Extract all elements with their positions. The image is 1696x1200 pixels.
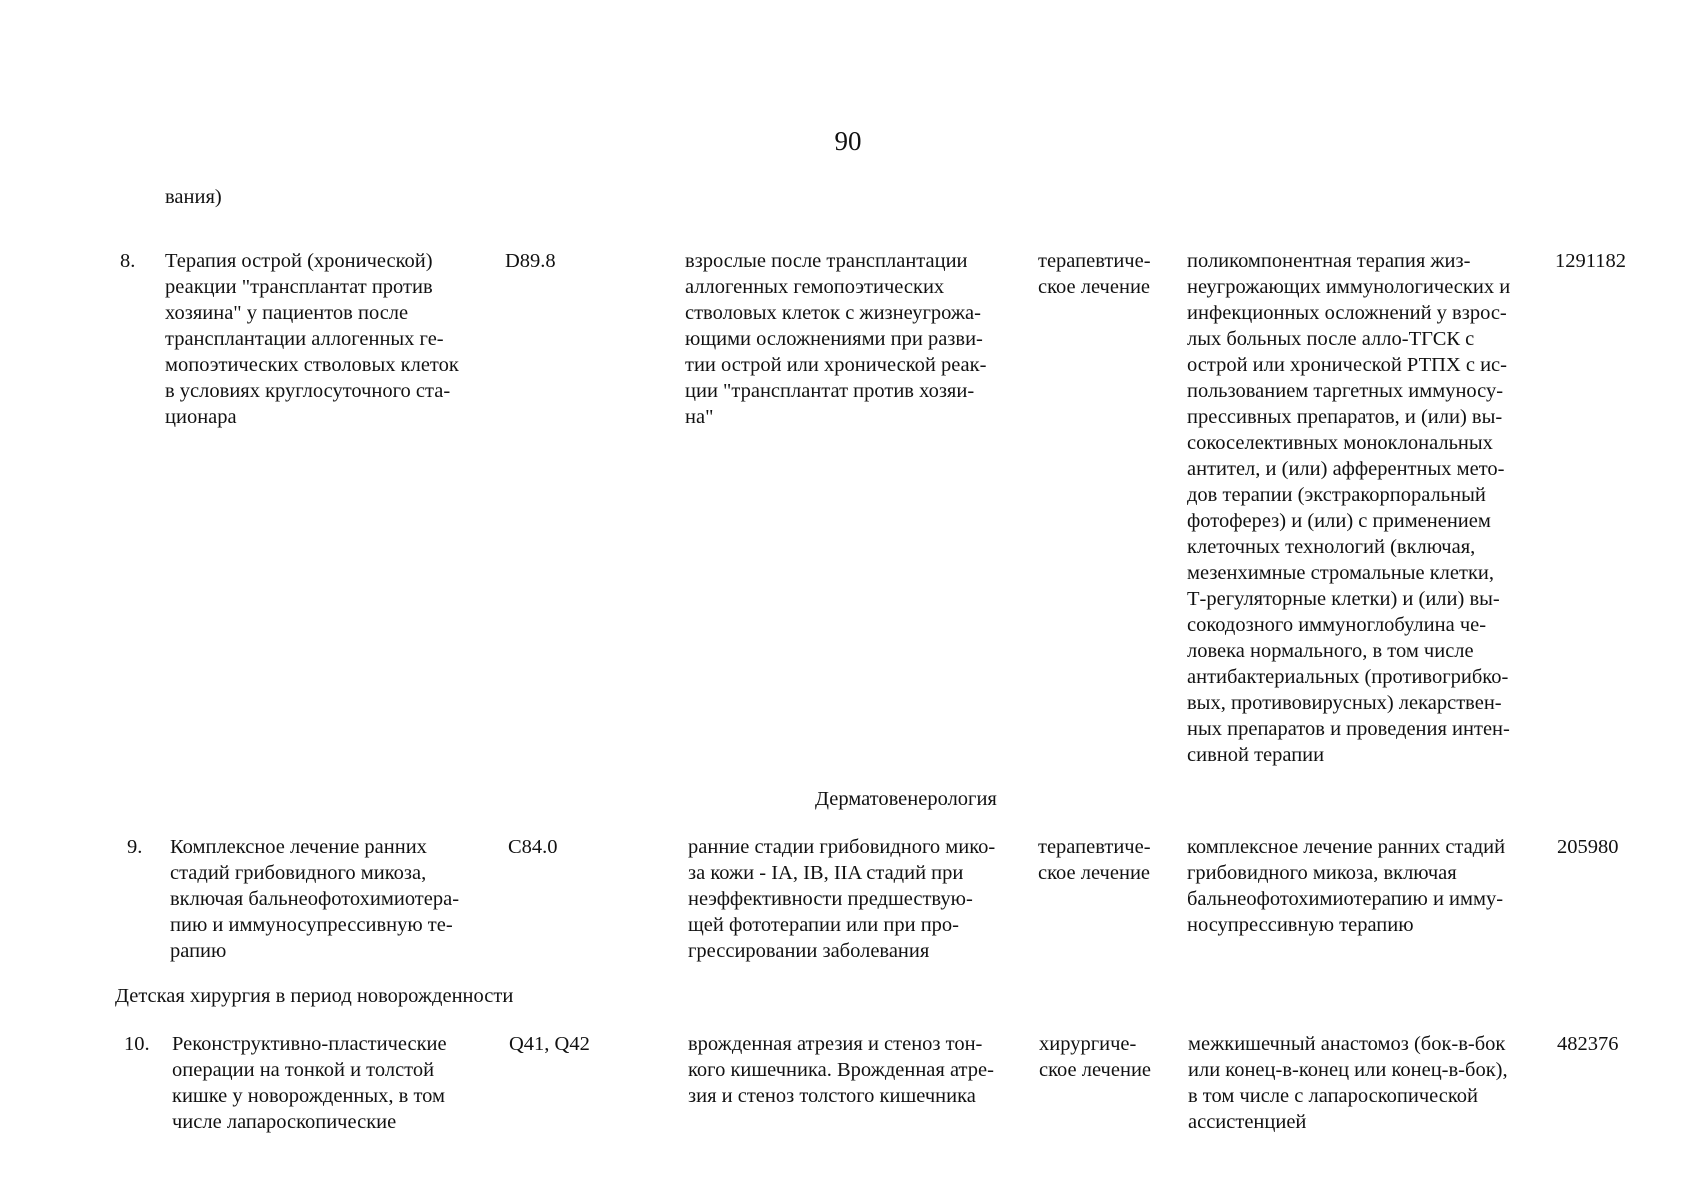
row-name: Комплексное лечение ранних стадий грибовидного микоза, включая бальнеофотохимиотера- пию и иммуносупрессивную те- рапию <box>170 836 460 962</box>
section-heading-neonatal-surgery: Детская хирургия в период новорожденности <box>115 985 514 1007</box>
row-code: C84.0 <box>508 836 558 858</box>
row-name: Реконструктивно-пластические операции на тонкой и толстой кишке у новорожденных, в том числе лапароскопические <box>172 1033 447 1133</box>
row-code: D89.8 <box>505 250 556 272</box>
page-number: 90 <box>834 126 862 156</box>
row-treatment-type: терапевтиче- ское лечение <box>1038 836 1151 884</box>
row-patient-model: ранние стадии грибовидного мико- за кожи - IA, IB, IIA стадий при неэффективности предшествую- щей фототерапии или при про- грессировании заболевания <box>688 836 996 962</box>
row-treatment-type: хирургиче- ское лечение <box>1039 1033 1152 1081</box>
row-number: 10. <box>124 1033 150 1055</box>
row-method: межкишечный анастомоз (бок-в-бок или конец-в-конец или конец-в-бок), в том числе с лапароскопической ассистенцией <box>1188 1033 1508 1133</box>
row-code: Q41, Q42 <box>509 1033 590 1055</box>
row-number: 8. <box>120 250 136 272</box>
row-cost: 205980 <box>1557 836 1619 858</box>
continuation-text: вания) <box>165 186 222 208</box>
row-number: 9. <box>127 836 143 858</box>
row-cost: 1291182 <box>1555 250 1626 272</box>
row-method: поликомпонентная терапия жиз- неугрожающих иммунологических и инфекционных осложнений у взрос- лых больных после алло-ТГСК с острой или хронической РТПХ с ис- пользованием таргетных иммуносу- прессивных препаратов, и (или) вы- сокоселективных моноклональных антител, и (или) афферентных мето- дов терапии (экстракорпоральный фотоферез) и (или) с применением клеточных технологий (включая, мезенхимные стромальные клетки, Т-регуляторные клетки) и (или) вы- сокодозного иммуноглобулина че- ловека нормального, в том числе антибактериальных (противогрибко- вых, противовирусных) лекарствен- ных препаратов и проведения интен- сивной терапии <box>1187 250 1511 766</box>
section-heading-dermatology: Дерматовенерология <box>815 788 997 810</box>
row-cost: 482376 <box>1557 1033 1619 1055</box>
row-patient-model: врожденная атрезия и стеноз тон- кого кишечника. Врожденная атре- зия и стеноз толстого кишечника <box>688 1033 994 1107</box>
row-name: Терапия острой (хронической) реакции "трансплантат против хозяина" у пациентов после трансплантации аллогенных ге- мопоэтических стволовых клеток в условиях круглосуточного ста- ционара <box>165 250 459 428</box>
row-method: комплексное лечение ранних стадий грибовидного микоза, включая бальнеофотохимиотерапию и имму- носупрессивную терапию <box>1187 836 1506 936</box>
row-patient-model: взрослые после трансплантации аллогенных гемопоэтических стволовых клеток с жизнеугрожа- ющими осложнениями при разви- тии острой или хронической реак- ции "трансплантат против хозяи- на" <box>685 250 987 428</box>
row-treatment-type: терапевтиче- ское лечение <box>1038 250 1151 298</box>
